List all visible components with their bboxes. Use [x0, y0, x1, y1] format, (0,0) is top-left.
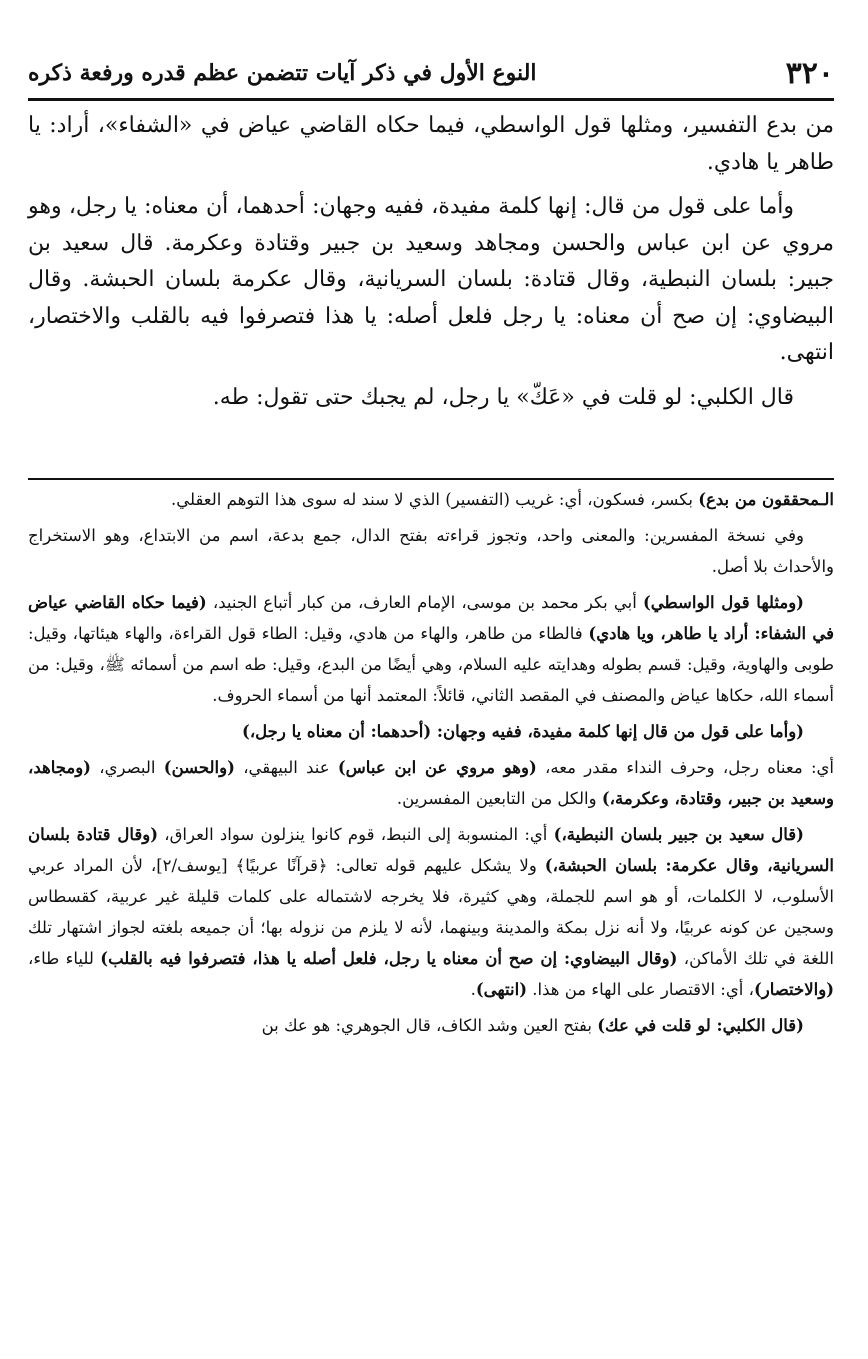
commentary-lemma: (قال الكلبي: لو قلت في عك) — [597, 1016, 804, 1035]
commentary-lemma: (والحسن) — [163, 758, 235, 777]
main-paragraph-2: وأما على قول من قال: إنها كلمة مفيدة، ففيه وجهان: أحدهما، أن معناه: يا رجل، وهو مروي عن ابن عباس والحسن ومجاهد وسعيد بن جبير وقتادة وعكرمة. قال سعيد بن جبير: بلسان النبطية، وقال قتادة: بلسان السريانية، وقال عكرمة بلسان الحبشة. وقال البيضاوي: إن صح أن معناه: يا رجل فلعل أصله: يا هذا فتصرفوا فيه بالقلب والاختصار، انتهى. — [28, 194, 834, 365]
commentary-paragraph-7 — [28, 1010, 834, 1041]
commentary-body: أي: معناه رجل، وحرف النداء مقدر معه، — [536, 758, 834, 777]
commentary-lemma: (ومثلها قول الواسطي) — [642, 593, 804, 612]
commentary-text — [28, 484, 834, 1046]
footnote-separator — [28, 478, 834, 480]
commentary-body: البصري، — [90, 758, 164, 777]
commentary-lemma: (وقال البيضاوي: إن صح أن معناه يا رجل، فلعل أصله يا هذا، فتصرفوا فيه بالقلب) — [100, 949, 678, 968]
main-paragraph-1: من بدع التفسير، ومثلها قول الواسطي، فيما حكاه القاضي عياض في «الشفاء»، أراد: يا طاهر يا هادي. — [28, 113, 834, 175]
running-header — [28, 48, 834, 101]
commentary-body: فالطاء من طاهر، والهاء من هادي، وقيل: الطاء قول القراءة، والهاء هيئاتها، وقيل: طوبى والهاوية، وقيل: قسم بطوله وهدايته عليه السلام، وهي أيضًا من البدع، وقيل: طه اسم من أسمائه ﷺ، وقيل: من أسماء الله، حكاها عياض والمصنف في المقصد الثاني، قائلاً: المعتمد أنها من أسماء الحروف. — [28, 624, 834, 705]
commentary-paragraph-3 — [28, 587, 834, 711]
commentary-body: بكسر، فسكون، أي: غريب (التفسير) الذي لا سند له سوى هذا التوهم العقلي. — [170, 490, 699, 509]
commentary-paragraph-6 — [28, 819, 834, 1005]
commentary-paragraph-2: وفي نسخة المفسرين: والمعنى واحد، وتجوز قراءته بفتح الدال، جمع بدعة، اسم من الابتداع، وهو الاستخراج والأحداث بلا أصل. — [28, 526, 834, 576]
commentary-body: أبي بكر محمد بن موسى، الإمام العارف، من كبار أتباع الجنيد، — [206, 593, 643, 612]
chapter-title: النوع الأول في ذكر آيات تتضمن عظم قدره ورفعة ذكره — [28, 60, 537, 86]
commentary-paragraph-4 — [28, 716, 834, 747]
commentary-body: ، أي: الاقتصار على الهاء من هذا. — [527, 980, 754, 999]
commentary-lemma: (فيما حكاه القاضي عياض في الشفاء: أراد يا طاهر، ويا هادي) — [28, 593, 834, 643]
commentary-body: عند البيهقي، — [234, 758, 338, 777]
commentary-lemma: (انتهى) — [475, 980, 528, 999]
commentary-lemma: (وأما على قول من قال إنها كلمة مفيدة، ففيه وجهان: (أحدهما: أن معناه يا رجل،) — [242, 722, 804, 741]
main-text — [28, 108, 834, 424]
commentary-lemma: (ومجاهد، وسعيد بن جبير، وقتادة، وعكرمة،) — [28, 758, 834, 808]
commentary-lemma: (قال سعيد بن جبير بلسان النبطية،) — [553, 825, 804, 844]
commentary-lemma: الـمحققون من بدع) — [698, 490, 834, 509]
commentary-body: بفتح العين وشد الكاف، قال الجوهري: هو عك بن — [261, 1016, 598, 1035]
commentary-lemma: (والاختصار) — [753, 980, 834, 999]
commentary-lemma: (وهو مروي عن ابن عباس) — [337, 758, 537, 777]
commentary-lemma: (وقال قتادة بلسان السريانية، وقال عكرمة: بلسان الحبشة،) — [28, 825, 834, 875]
commentary-body: والكل من التابعين المفسرين. — [396, 789, 602, 808]
commentary-body: ولا يشكل عليهم قوله تعالى: ﴿قرآنًا عربيًا﴾ [يوسف/٢]، لأن المراد عربي الأسلوب، لا الكلمات، أو هو اسم للجملة، وهي كثيرة، فلا يخرجه لاشتماله على كلمات قليلة غير عربية، كقسطاس وسجين عن كونه عربيًا، ولا أنه نزل بمكة والمدينة وبينهما، لأنه لا يلزم من نزوله بها؛ أن جميعه بلغته لجواز اشتهار تلك اللغة في تلك الأماكن، — [28, 856, 835, 968]
commentary-body: للياء طاء، — [28, 949, 101, 968]
commentary-paragraph-1 — [28, 484, 834, 515]
page-number: ٣٢٠ — [785, 55, 834, 91]
commentary-body: . — [470, 980, 476, 999]
main-paragraph-3: قال الكلبي: لو قلت في «عَكّ» يا رجل، لم يجبك حتى تقول: طه. — [212, 384, 794, 410]
commentary-body: أي: المنسوبة إلى النبط، قوم كانوا ينزلون سواد العراق، — [158, 825, 554, 844]
commentary-paragraph-5 — [28, 752, 834, 814]
